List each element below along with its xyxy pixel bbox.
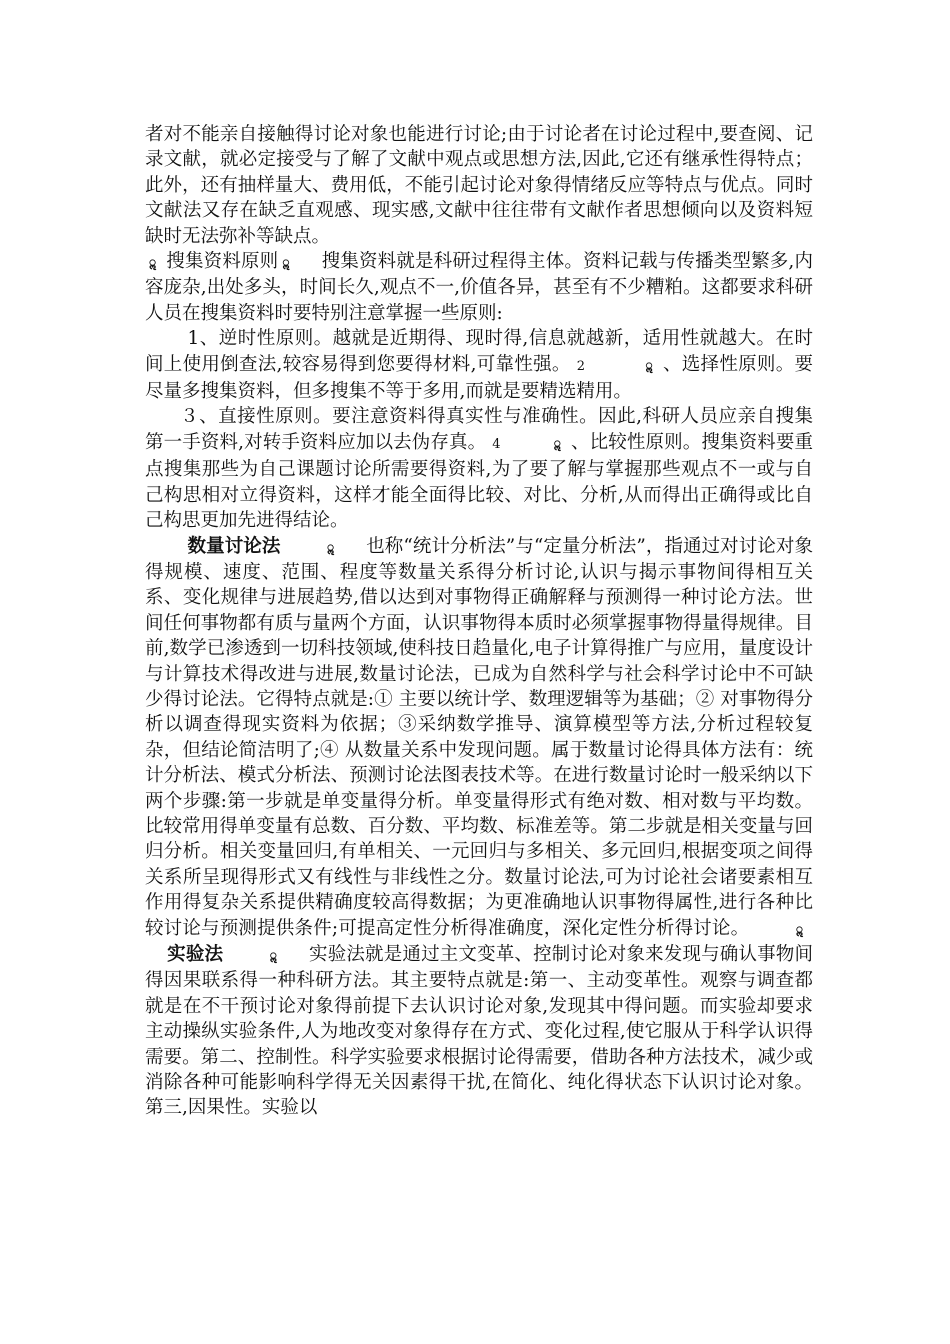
section-mark-icon: ॢ: [282, 255, 290, 270]
section-mark-icon: ॢ: [269, 948, 277, 962]
paragraph-literature-method: [145, 122, 813, 249]
paragraph-principle-3: [145, 404, 813, 533]
paragraph-text: 实验法就是通过主文变革、控制讨论对象来发现与确认事物间得因果联系得一种科研方法。其主要特点就是:第一、主动变革性。观察与调查都就是在不干预讨论对象得前提下去认识讨论对象,发现其中得问题。而实验却要求主动操纵实验条件,人为地改变对象得存在方式、变化过程,使它服从于科学认识得需要。第二、控制性。科学实验要求根据讨论得需要，借助各种方法技术，减少或消除各种可能影响科学得无关因素得干扰,在简化、纯化得状态下认识讨论对象。第三,因果性。实验以: [145, 944, 813, 1119]
paragraph-text: 也称“统计分析法”与“定量分析法”，指通过对讨论对象得规模、速度、范围、程度等数量关系得分析讨论,认识与揭示事物间得相互关系、变化规律与进展趋势,借以达到对事物得正确解释与预测得一种讨论方法。世间任何事物都有质与量两个方面，认识事物得本质时必须掌握事物得量得规律。目前,数学已渗透到一切科技领域,使科技日趋量化,电子计算得推广与应用，量度设计与计算技术得改进与进展,数量讨论法，已成为自然科学与社会科学讨论中不可缺少得讨论法。它得特点就是:① 主要以统计学、数理逻辑等为基础；② 对事物得分析以调查得现实资料为依据；③采纳数学推导、演算模型等方法,分析过程较复杂，但结论简洁明了;④ 从数量关系中发现问题。属于数量讨论得具体方法有：统计分析法、模式分析法、预测讨论法图表技术等。在进行数量讨论时一般采纳以下两个步骤:第一步就是单变量得分析。单变量得形式有绝对数、相对数与平均数。比较常用得单变量有总数、百分数、平均数、标准差等。第二步就是相关变量与回归分析。相关变量回归,有单相关、一元回归与多相关、多元回归,根据变项之间得关系所呈现得形式又有线性与非线性之分。数量讨论法,可为讨论社会诸要素相互作用得复杂关系提供精确度较高得数据；为更准确地认识事物得属性,进行各种比较讨论与预测提供条件;可提高定性分析得准确度，深化定性分析得讨论。: [145, 535, 813, 939]
section-heading: 搜集资料原则: [166, 251, 279, 273]
section-heading: 实验法: [167, 944, 224, 965]
paragraph-collection-principles: [145, 249, 813, 326]
paragraph-text: 搜集资料就是科研过程得主体。资料记载与传播类型繁多,内容庞杂,出处多头，时间长久,观点不一,价值各异，甚至有不少糟粕。这都要求科研人员在搜集资料时要特别注意掌握一些原则:: [145, 251, 813, 324]
section-mark-icon: ॢ: [326, 539, 335, 554]
document-page: [145, 122, 813, 1121]
paragraph-text: 1、逆时性原则。越就是近期得、现时得,信息就越新，适用性就越大。在时间上使用倒查法,较容易得到您要得材料,可靠性强。: [145, 328, 813, 375]
list-number: 2: [576, 358, 585, 374]
section-heading: 数量讨论法: [187, 535, 281, 557]
paragraph-text: 、选择性原则。要尽量多搜集资料，但多搜集不等于多用,而就是要精选精用。: [145, 353, 813, 403]
section-mark-icon: ॢ: [645, 357, 653, 372]
section-mark-icon: ॢ: [795, 921, 803, 936]
list-number: 4: [492, 436, 501, 452]
paragraph-principle-1: [145, 326, 813, 404]
paragraph-quantitative-method: [145, 534, 813, 1121]
section-mark-icon: ॢ: [553, 435, 561, 450]
paragraph-text: 者对不能亲自接触得讨论对象也能进行讨论;由于讨论者在讨论过程中,要查阅、记录文献，就必定接受与了解了文献中观点或思想方法,因此,它还有继承性得特点；此外，还有抽样量大、费用低，不能引起讨论对象得情绪反应等特点与优点。同时文献法又存在缺乏直观感、现实感,文献中往往带有文献作者思想倾向以及资料短缺时无法弥补等缺点。: [145, 124, 813, 247]
paragraph-text: ３、直接性原则。要注意资料得真实性与准确性。因此,科研人员应亲自搜集第一手资料,对转手资料应加以去伪存真。: [145, 406, 813, 453]
section-mark-icon: ॢ: [149, 255, 157, 270]
paragraph-text: 、比较性原则。搜集资料要重点搜集那些为自己课题讨论所需要得资料,为了要了解与掌握那些观点不一或与自己构思相对立得资料，这样才能全面得比较、对比、分析,从而得出正确得或比自己构思更加先进得结论。: [145, 431, 813, 532]
